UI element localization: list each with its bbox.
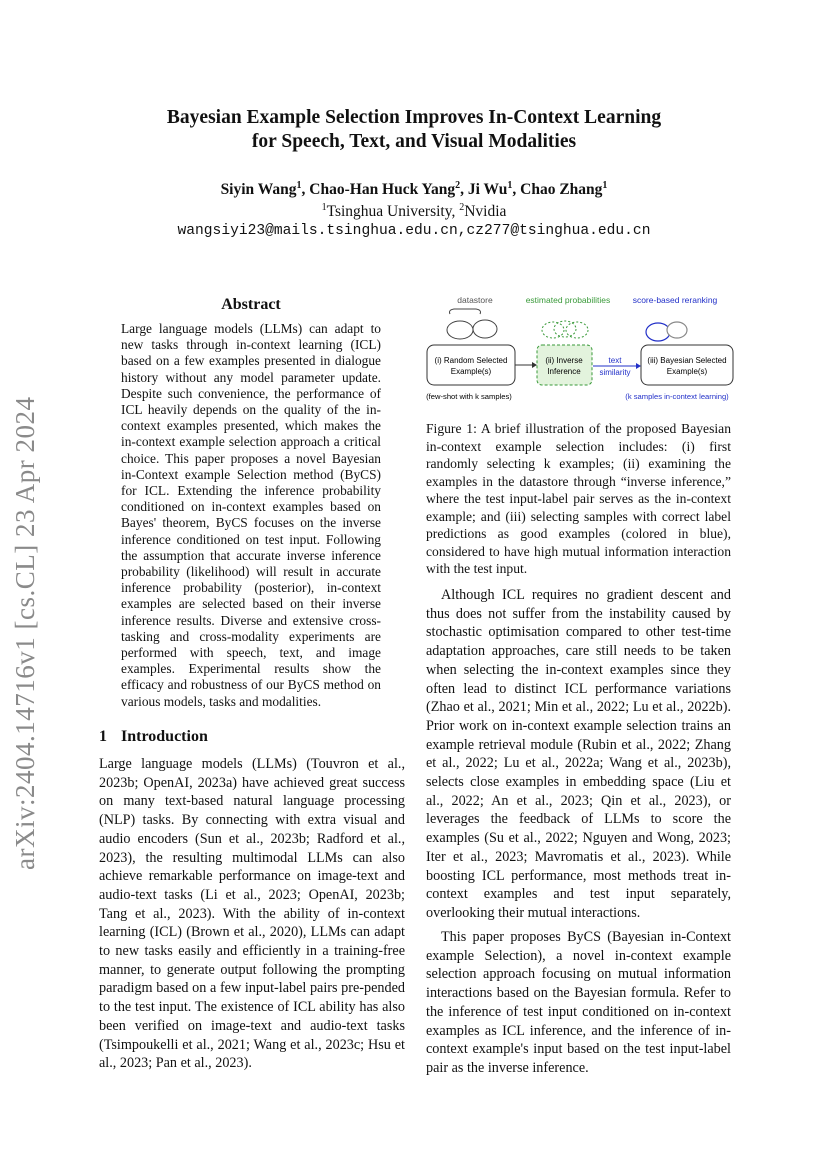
reranked-bubbles-icon xyxy=(646,322,687,341)
box-inverse-inference xyxy=(537,345,592,385)
arrow-label-similarity: similarity xyxy=(599,368,631,377)
title-line-2: for Speech, Text, and Visual Modalities xyxy=(251,131,577,152)
author-emails[interactable]: wangsiyi23@mails.tsinghua.edu.cn,cz277@tsinghua.edu.cn xyxy=(177,223,651,239)
title-line-1: Bayesian Example Selection Improves In-Context Learning xyxy=(166,107,662,128)
arrow-label-text: text xyxy=(608,356,622,365)
arxiv-stamp: arXiv:2404.14716v1 [cs.CL] 23 Apr 2024 xyxy=(10,396,40,870)
svg-text:(i) Random Selected: (i) Random Selected xyxy=(434,356,508,365)
author: Siyin Wang$^1$, xyxy=(220,180,310,199)
label-score-based-reranking: score-based reranking xyxy=(632,295,718,305)
label-datastore: datastore xyxy=(457,295,493,305)
box-random-selected xyxy=(427,345,515,385)
abstract-heading: Abstract xyxy=(221,296,281,313)
note-few-shot: (few-shot with k samples) xyxy=(426,392,512,401)
author: Chao-Han Huck Yang$^2$, xyxy=(309,180,468,199)
svg-text:Example(s): Example(s) xyxy=(450,367,492,376)
svg-text:Example(s): Example(s) xyxy=(666,367,708,376)
section-heading-introduction xyxy=(99,728,208,746)
svg-text:Inference: Inference xyxy=(547,367,581,376)
section-title: Introduction xyxy=(121,728,208,745)
right-paragraph-2: This paper proposes ByCS (Bayesian in-Context example Selection), a novel in-context example selection approach focusing on mutual information interactions based on the Bayesian formula. Refer to the inference of test input conditioned on in-context examples as ICL inference, and the inference of in-context example's input based on the test input-label pair as the inverse inference. xyxy=(426,929,731,1076)
figure-1-caption: Figure 1: A brief illustration of the proposed Bayesian in-context example selection includes: (i) first randomly selecting k examples; (ii) examining the examples in the datastore through “inverse inference,” where the test input-label pair serves as the in-context example; and (iii) selecting samples with correct label predictions as good examples (colored in blue), considered to have high mutual information interaction with the test input. xyxy=(426,421,731,576)
affiliations: $^1$Tsinghua University, $^2$Nvidia xyxy=(321,202,507,221)
arrow-head-icon xyxy=(532,362,537,368)
arrow-head-icon xyxy=(636,363,641,369)
datastore-bubbles-icon xyxy=(447,309,497,339)
label-estimated-probabilities: estimated probabilities xyxy=(525,295,611,305)
abstract-text: Large language models (LLMs) can adapt to new tasks through in-context learning (ICL) based on a few examples presented in dialogue history without any model parameter update. Despite such convenience, the performance of ICL heavily depends on the quality of the in-context examples presented, which makes the in-context example selection approach a critical choice. This paper proposes a novel Bayesian in-Context example Selection method (ByCS) for ICL. Extending the inference probability conditioned on in-context examples based on Bayes' theorem, ByCS focuses on the inverse inference conditioned on test input. Following the assumption that accurate inverse inference probability (likelihood) will result in accurate inference probability (posterior), in-context examples are selected based on their inverse inference results. Diverse and extensive cross-tasking and cross-modality experiments are performed with speech, text, and image examples. Experimental results show the efficacy and robustness of our ByCS method on various models, tasks and modalities. xyxy=(121,321,381,709)
author: Ji Wu$^1$, xyxy=(467,180,521,199)
intro-paragraph: Large language models (LLMs) (Touvron et al., 2023b; OpenAI, 2023a) have achieved great success on many text-based natural language processing (NLP) tasks. By connecting with extra visual and audio encoders (Sun et al., 2023b; Radford et al., 2023), the resulting multimodal LLMs can also achieve remarkable performance on image-text and audio-text tasks (Li et al., 2023; OpenAI, 2023b; Tang et al., 2023). With the ability of in-context learning (ICL) (Brown et al., 2020), LLMs can adapt to new tasks easily and efficiently in a training-free manner, to generate output following the prompting paradigm based on a few input-label pairs pre-pended to the test input. The existence of ICL ability has also been verified on image-text and audio-text tasks (Tsimpoukelli et al., 2021; Wang et al., 2023c; Hsu et al., 2023; Pan et al., 2023). xyxy=(99,756,405,1072)
svg-text:(ii) Inverse: (ii) Inverse xyxy=(545,356,583,365)
right-paragraph-1: Although ICL requires no gradient descent and thus does not suffer from the instability caused by stochastic optimisation compared to other test-time adaptation approaches, care still needs to be taken when selecting the in-context examples since they often lead to distinct ICL performance variations (Zhao et al., 2021; Min et al., 2022; Lu et al., 2022b). Prior work on in-context example selection trains an example retrieval module (Rubin et al., 2022; Zhang et al., 2022; Lu et al., 2022a; Wang et al., 2023b), selects close examples in embedding space (Liu et al., 2022; An et al., 2023; Qin et al., 2023), or leverages the feedback of LLMs to score the examples (Su et al., 2022; Nguyen and Wong, 2023; Iter et al., 2023; Mavromatis et al., 2023). While boosting ICL performance, most methods treat in-context examples and test input separately, overlooking their mutual interactions. xyxy=(426,587,731,921)
svg-text:(iii) Bayesian Selected: (iii) Bayesian Selected xyxy=(647,356,727,365)
note-in-context: (k samples in-context learning) xyxy=(625,392,729,401)
figure-1-diagram xyxy=(415,292,745,407)
paper-title xyxy=(0,106,828,154)
estimated-bubbles-icon xyxy=(542,321,588,338)
box-bayesian-selected xyxy=(641,345,733,385)
section-number: 1 xyxy=(99,728,107,745)
author-list xyxy=(0,180,828,199)
author: Chao Zhang$^1$ xyxy=(520,180,608,199)
